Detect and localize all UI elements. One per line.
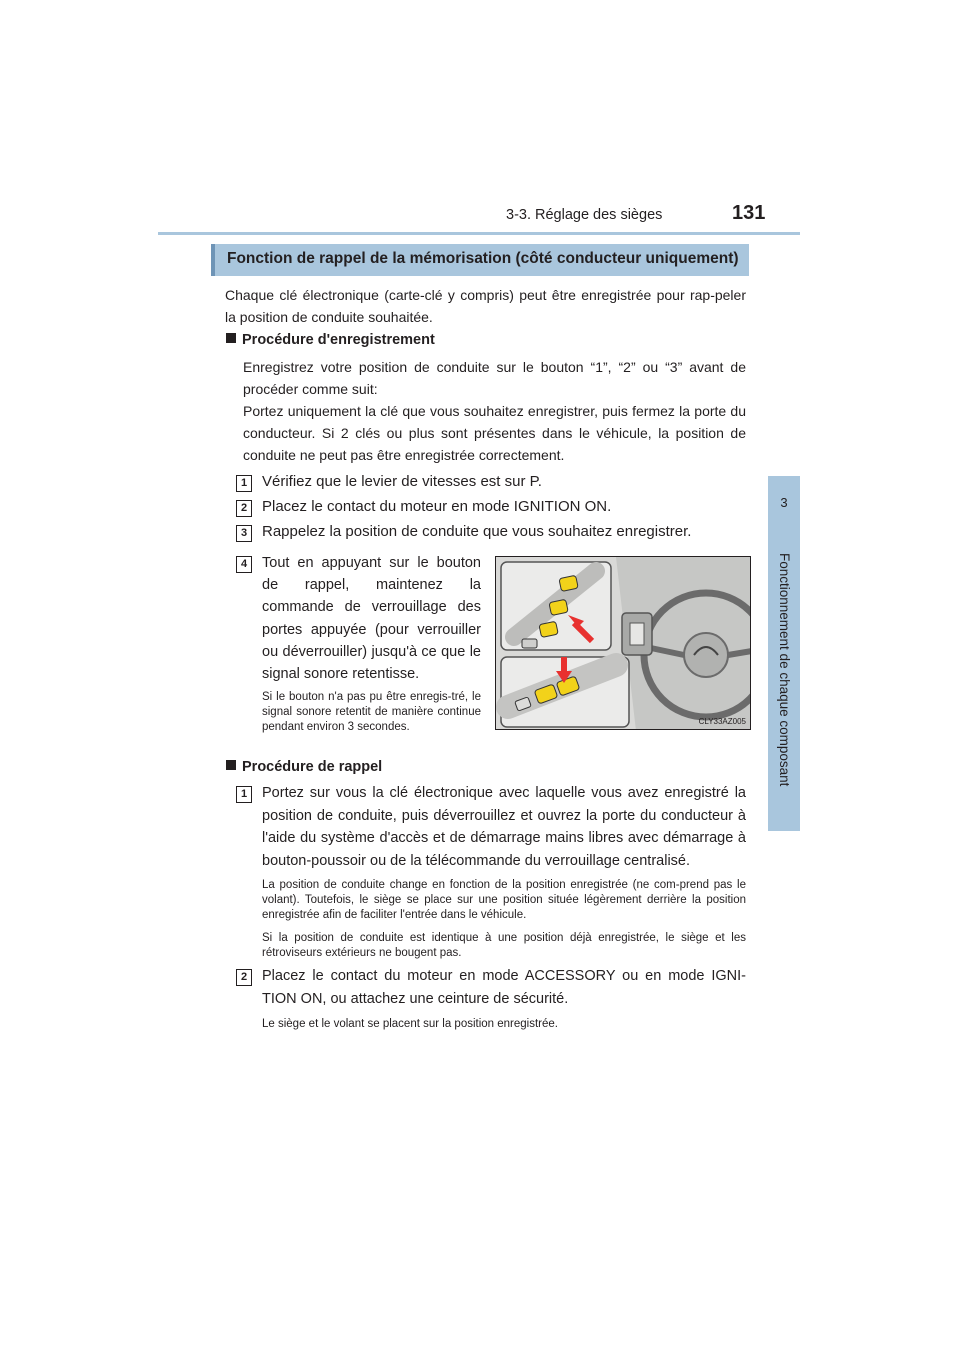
page-number: 131 [732, 202, 766, 224]
illustration-drawing [496, 557, 751, 730]
step-badge: 1 [236, 475, 252, 492]
step-text: Placez le contact du moteur en mode IGNITION ON. [262, 498, 612, 515]
registration-heading-text: Procédure d'enregistrement [242, 332, 435, 348]
figure-code: CLY33AZ005 [698, 717, 746, 726]
recall-note-2: Si la position de conduite est identique à une position déjà enregistrée, le siège et les rétroviseurs extérieurs ne bougent pas. [262, 932, 746, 959]
intro-paragraph: Chaque clé électronique (carte-clé y compris) peut être enregistrée pour rap-peler la position de conduite souhaitée. [225, 287, 746, 325]
step-text: Vérifiez que le levier de vitesses est sur P. [262, 473, 542, 490]
step-badge: 2 [236, 500, 252, 517]
running-header: 3-3. Réglage des sièges [506, 207, 663, 223]
recall-note-3: Le siège et le volant se placent sur la position enregistrée. [262, 1018, 558, 1030]
registration-heading [226, 332, 435, 348]
step-badge: 1 [236, 786, 252, 803]
step-badge: 3 [236, 525, 252, 542]
registration-note: Si le bouton n'a pas pu être enregis-tré, le signal sonore retentit de manière continue pendant environ 3 secondes. [262, 691, 481, 733]
recall-heading [226, 759, 382, 775]
step-badge: 2 [236, 969, 252, 986]
step-text: Rappelez la position de conduite que vous souhaitez enregistrer. [262, 523, 692, 540]
chapter-label: Fonctionnement de chaque composant [777, 553, 792, 787]
section-title: Fonction de rappel de la mémorisation (côté conducteur uniquement) [227, 250, 739, 267]
section-title-box [211, 244, 749, 276]
step-text: Portez sur vous la clé électronique avec laquelle vous avez enregistré la position de conduite, puis déverrouillez et ouvrez la porte du conducteur à l'aide du système d'accès et de démarrage mains libres avec démarrage à bouton-poussoir ou de la télécommande du verrouillage centralisé. [262, 785, 746, 869]
step-badge: 4 [236, 556, 252, 573]
step-text: Placez le contact du moteur en mode ACCESSORY ou en mode IGNI-TION ON, ou attachez une ceinture de sécurité. [262, 968, 746, 1007]
recall-note-1: La position de conduite change en fonction de la position enregistrée (ne com-prend pas le volant). Toutefois, le siège se place sur une position située légèrement derrière la position enregistrée afin de faciliter l'entrée dans le véhicule. [262, 879, 746, 921]
memory-button-illustration [495, 556, 751, 730]
header-rule [158, 232, 800, 235]
step-text: Tout en appuyant sur le bouton de rappel, maintenez la commande de verrouillage des portes appuyée (pour verrouiller ou déverrouiller) jusqu'à ce que le signal sonore retentisse. [262, 555, 481, 683]
square-bullet-icon [226, 333, 236, 343]
square-bullet-icon [226, 760, 236, 770]
chapter-number: 3 [780, 495, 788, 510]
registration-text-1: Enregistrez votre position de conduite sur le bouton “1”, “2” ou “3” avant de procéder comme suit: [243, 359, 746, 397]
registration-text-2: Portez uniquement la clé que vous souhaitez enregistrer, puis fermez la porte du conducteur. Si 2 clés ou plus sont présentes dans le véhicule, la position de conduite ne peut pas être enregistrée correctement. [243, 403, 746, 463]
recall-heading-text: Procédure de rappel [242, 759, 383, 775]
